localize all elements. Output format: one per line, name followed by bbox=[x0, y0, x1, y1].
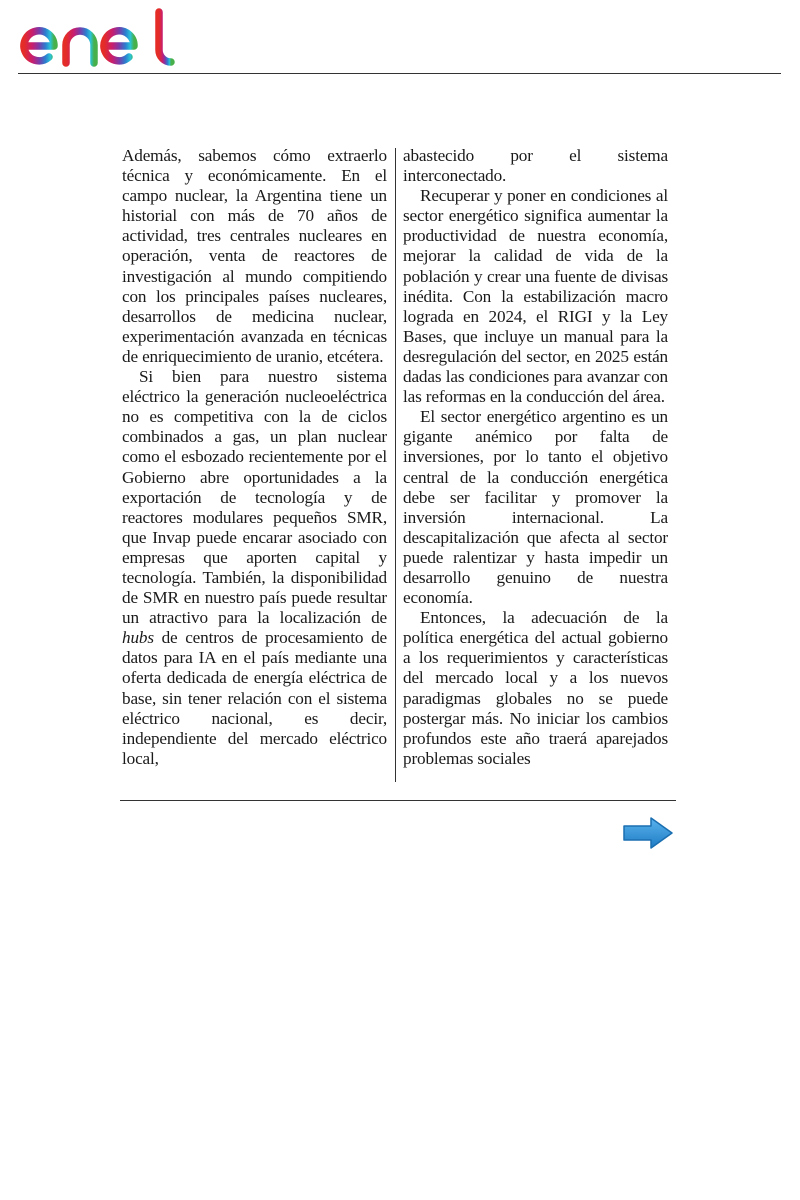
paragraph-text: Si bien para nuestro sistema eléctrico la generación nucleoeléctrica no es competitiva con la de ciclos combinados a gas, un plan nuclear como el esbozado recientemente por el Gobierno abre oportunidades a la exportación de tecnología y de reactores modulares pequeños SMR, que Invap puede encarar asociado con empresas que aporten capital y tecnología. También, la disponibilidad de SMR en nuestro país puede resultar un atractivo para la localización de bbox=[122, 367, 387, 628]
column-divider bbox=[395, 148, 396, 782]
paragraph: Entonces, la adecuación de la política energética del actual gobierno a los requerimientos y características del mercado local y a los nuevos paradigmas globales no se puede postergar más. No iniciar los cambios profundos este año traerá aparejados problemas sociales bbox=[403, 608, 668, 768]
paragraph: Recuperar y poner en condiciones al sector energético significa aumentar la productividad de nuestra economía, mejorar la calidad de vida de la población y crear una fuente de divisas inédita. Con la estabilización macro lograda en 2024, el RIGI y la Ley Bases, que incluye un manual para la desregulación del sector, en 2025 están dadas las condiciones para avanzar con las reformas en la conducción del área. bbox=[403, 186, 668, 407]
paragraph: abastecido por el sistema interconectado. bbox=[403, 146, 668, 186]
paragraph-text: de centros de procesamiento de datos para IA en el país mediante una oferta dedicada de energía eléctrica de base, sin tener relación con el sistema eléctrico nacional, es decir, independiente del mercado eléctrico local, bbox=[122, 628, 387, 768]
paragraph bbox=[122, 367, 387, 769]
header-divider bbox=[18, 73, 781, 74]
article-column-left bbox=[122, 146, 387, 769]
paragraph: Además, sabemos cómo extraerlo técnica y económicamente. En el campo nuclear, la Argentina tiene un historial con más de 70 años de actividad, tres centrales nucleares en operación, venta de reactores de investigación al mundo compitiendo con los principales países nucleares, desarrollos de medicina nuclear, experimentación avanzada en técnicas de enriquecimiento de uranio, etcétera. bbox=[122, 146, 387, 366]
italic-term: hubs bbox=[122, 628, 154, 648]
arrow-right-icon[interactable] bbox=[622, 816, 674, 850]
paragraph: El sector energético argentino es un gigante anémico por falta de inversiones, por lo tanto el objetivo central de la conducción energética debe ser facilitar y promover la inversión internacional. La descapitalización que afecta al sector puede ralentizar y hasta impedir un desarrollo genuino de nuestra economía. bbox=[403, 407, 668, 608]
article-column-right bbox=[403, 146, 668, 769]
article-bottom-divider bbox=[120, 800, 676, 801]
enel-logo bbox=[16, 8, 176, 70]
